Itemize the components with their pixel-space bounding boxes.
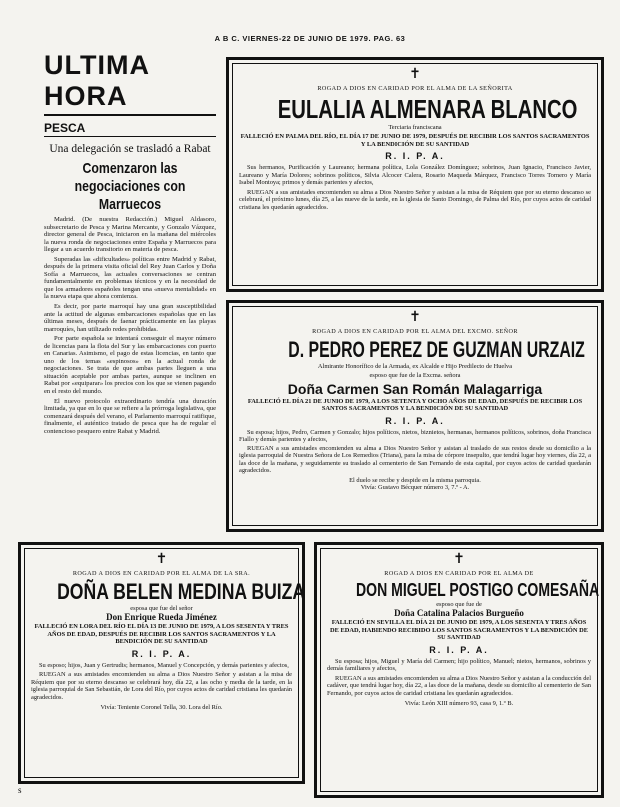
cross-icon: ✝ bbox=[409, 310, 421, 325]
article-paragraph: Superadas las «dificultades» políticas entre Madrid y Rabat, después de la primera visita oficial del Rey Juan Carlos y Doña Sofía a Marruecos, las actuales conversaciones se centran fundamentalmente en problemas técnicos y en la necesidad de que los armadores españoles tengan una «nueva mentalidad» en la nueva etapa que ahora comienza. bbox=[44, 255, 216, 301]
prayer-line: ROGAD A DIOS EN CARIDAD POR EL ALMA DEL EXCMO. SEÑOR bbox=[312, 328, 518, 335]
family-list: Su esposa; hijos, Miguel y María del Carmen; hijo político, Manuel; nietos, hermanos, sobrinos y demás familiares y afectos, bbox=[327, 657, 591, 673]
role: Terciaria franciscana bbox=[388, 124, 442, 131]
family-list: Su esposa; hijos, Pedro, Carmen y Gonzalo; hijos políticos, nietos, biznietos, hermanas, hermanos políticos, sobrinos, doña Francisca Fiallo y demás parientes y afectos, bbox=[239, 428, 591, 444]
deceased-name: DOÑA BELEN MEDINA BUIZA bbox=[57, 579, 306, 604]
section-label: PESCA bbox=[44, 121, 216, 137]
ultima-hora-title: ULTIMA HORA bbox=[44, 50, 216, 116]
article-paragraph: Es decir, por parte marroquí hay una gran susceptibilidad ante la actitud de algunas embarcaciones españolas que en las últimas meses, después de faenar prácticamente en las playas marroquíes, han utilizado redes prohibidas. bbox=[44, 303, 216, 333]
death-notice: FALLECIÓ EN SEVILLA EL DÍA 21 DE JUNIO DE 1979, A LOS SESENTA Y TRES AÑOS DE EDAD, HABIENDO RECIBIDO LOS SANTOS SACRAMENTOS Y LA BENDICIÓN DE SU SANTIDAD bbox=[330, 619, 588, 642]
cross-icon: ✝ bbox=[155, 552, 168, 567]
spouse-name: Doña Catalina Palacios Burgueño bbox=[394, 608, 524, 619]
spouse-intro: esposa que fue del señor bbox=[130, 605, 193, 612]
prayer-line: ROGAD A DIOS EN CARIDAD POR EL ALMA DE LA SRA. bbox=[72, 570, 251, 577]
spouse-intro: esposo que fue de bbox=[436, 601, 482, 608]
ripa: R. I. P. A. bbox=[131, 648, 192, 659]
ruegan-text: RUEGAN a sus amistades encomienden su alma a Dios Nuestro Señor y asistan a la misa de Réquiem que por su eterno descanso se celebrará hoy, día 22, a las ocho y media de la tarde, en la iglesia parroquial de San Sebastián, de Lora del Río, por cuyos actos de caridad cristiana les quedarán agradecidos. bbox=[31, 671, 292, 701]
address: Vivía: Gustavo Bécquer número 3, 7.º - A. bbox=[360, 484, 470, 492]
ripa: R. I. P. A. bbox=[385, 415, 445, 426]
titles: Almirante Honorífico de la Armada, ex Alcalde e Hijo Predilecto de Huelva bbox=[317, 363, 513, 370]
deceased-name: DON MIGUEL POSTIGO COMESAÑA bbox=[356, 580, 600, 600]
death-notice: FALLECIÓ EN PALMA DEL RÍO, EL DÍA 17 DE JUNIO DE 1979, DESPUÉS DE RECIBIR LOS SANTOS SACRAMENTOS Y LA BENDICIÓN DE SU SANTIDAD bbox=[240, 133, 590, 148]
page-mark: s bbox=[18, 785, 22, 795]
family-list: Sus hermanos, Purificación y Laureano; hermana política, Lola González Domínguez; sobrinos, Juan Ignacio, Francisco Javier, Laureano y María Dolores; sobrinos políticos, Silvia Alcocer Calera, Rosario Maqueda Márquez, Francisco Torres Tornero y María Isabel Montoya; primos y demás parientes y afectos, bbox=[239, 164, 591, 187]
ruegan-text: RUEGAN a sus amistades encomienden su alma a Dios Nuestro Señor y asistan a la conducción del cadáver, que tendrá lugar hoy, día 22, a las doce de la mañana, desde su domicilio al cementerio de San Fernando, por cuyos actos de caridad cristiana les quedarán agradecidos. bbox=[327, 674, 591, 697]
obituary-miguel bbox=[314, 542, 604, 798]
article-subtitle: Una delegación se trasladó a Rabat bbox=[49, 143, 211, 155]
prayer-line: ROGAD A DIOS EN CARIDAD POR EL ALMA DE bbox=[384, 570, 534, 577]
article-paragraph: El nuevo protocolo extraordinario tendría una duración limitada, ya que en lo que se refiere a la prórroga legislativa, que comenzará después del verano, el Parlamento marroquí ratifique, finalmente, el auténtico tratado de pesca que ha de regular el contencioso pesquero entre Rabat y Madrid. bbox=[44, 397, 216, 435]
news-column bbox=[44, 50, 216, 435]
deceased-name: D. PEDRO PEREZ DE GUZMAN URZAIZ bbox=[288, 337, 585, 362]
article-paragraph: Madrid. (De nuestra Redacción.) Miguel Aldasoro, subsecretario de Pesca y Marina Mercante, y Gonzalo Vázquez, director general de Pesca, iniciaron en la mañana del miércoles la nueva ronda de negociaciones entre España y Marruecos para llegar a un acuerdo transitorio en materia de pesca. bbox=[44, 216, 216, 254]
article-headline: Comenzaron las negociaciones con Marruecos bbox=[74, 160, 186, 213]
death-notice: FALLECIÓ EN LORA DEL RÍO EL DÍA 13 DE JUNIO DE 1979, A LOS SESENTA Y TRES AÑOS DE EDAD, DESPUÉS DE RECIBIR LOS SANTOS SACRAMENTOS Y LA BENDICIÓN DE SU SANTIDAD bbox=[34, 623, 289, 646]
ripa: R. I. P. A. bbox=[385, 151, 445, 162]
ruegan-text: RUEGAN a sus amistades encomienden su alma a Dios Nuestro Señor y asistan al traslado de sus restos desde su domicilio a la iglesia parroquial de Nuestra Señora de Los Remedios (Triana), para la misa de córpore insepulto, que tendrá lugar hoy viernes, día 22, a las doce de la mañana, y seguidamente su traslado al cementerio de San Fernando de esta capital, por cuyos actos de caridad quedarán agradecidos. bbox=[239, 444, 591, 475]
deceased-name: EULALIA ALMENARA BLANCO bbox=[277, 94, 578, 124]
prayer-line: ROGAD A DIOS EN CARIDAD POR EL ALMA DE LA SEÑORITA bbox=[317, 85, 513, 92]
address: Vivía: León XIII número 93, casa 9, 1.º B. bbox=[404, 700, 514, 708]
duelo-note: El duelo se recibe y despide en la misma parroquia. bbox=[349, 476, 481, 484]
cross-icon: ✝ bbox=[453, 552, 465, 567]
spouse-name: Don Enrique Rueda Jiménez bbox=[106, 612, 217, 623]
family-list: Su esposo; hijos, Juan y Gertrudis; hermanos, Manuel y Concepción, y demás parientes y afectos, bbox=[39, 661, 289, 669]
ruegan-text: RUEGAN a sus amistades encomienden su alma a Dios Nuestro Señor y asistan a la misa de Réquiem que por su eterno descanso se celebrará, el próximo lunes, día 25, a las nueve de la tarde, en la iglesia de Santo Domingo, de Palma del Río, por cuyos actos de caridad cristiana les quedarán agradecidos. bbox=[239, 188, 591, 211]
address: Vivía: Teniente Coronel Tella, 30. Lora del Río. bbox=[100, 704, 223, 712]
obituary-pedro bbox=[226, 300, 604, 532]
spouse-name: Doña Carmen San Román Malagarriga bbox=[287, 380, 543, 397]
spouse-intro: esposo que fue de la Excma. señora bbox=[369, 372, 461, 380]
page-header: A B C. VIERNES-22 DE JUNIO DE 1979. PAG. 63 bbox=[214, 34, 406, 43]
death-notice: FALLECIÓ EL DÍA 21 DE JUNIO DE 1979, A LOS SETENTA Y OCHO AÑOS DE EDAD, DESPUÉS DE RECIBIR LOS SANTOS SACRAMENTOS Y LA BENDICIÓN DE SU SANTIDAD bbox=[247, 397, 583, 413]
article-paragraph: Por parte española se intentará conseguir el mayor número de licencias para la flota del Sur y las embarcaciones con puerto en Canarias. Asimismo, el pago de estas licencias, en tanto que uno de los temas «espinosos» en la actual ronda de negociaciones. Se trata de que ambas partes lleguen a una situación aceptable por ambas partes, aunque se inclinen en Rabat por «equiparar» los precios con los que se vienen pagando en el resto del mundo. bbox=[44, 335, 216, 396]
cross-icon: ✝ bbox=[409, 67, 421, 82]
obituary-belen bbox=[18, 542, 305, 784]
obituary-eulalia bbox=[226, 57, 604, 292]
ripa: R. I. P. A. bbox=[429, 644, 489, 655]
